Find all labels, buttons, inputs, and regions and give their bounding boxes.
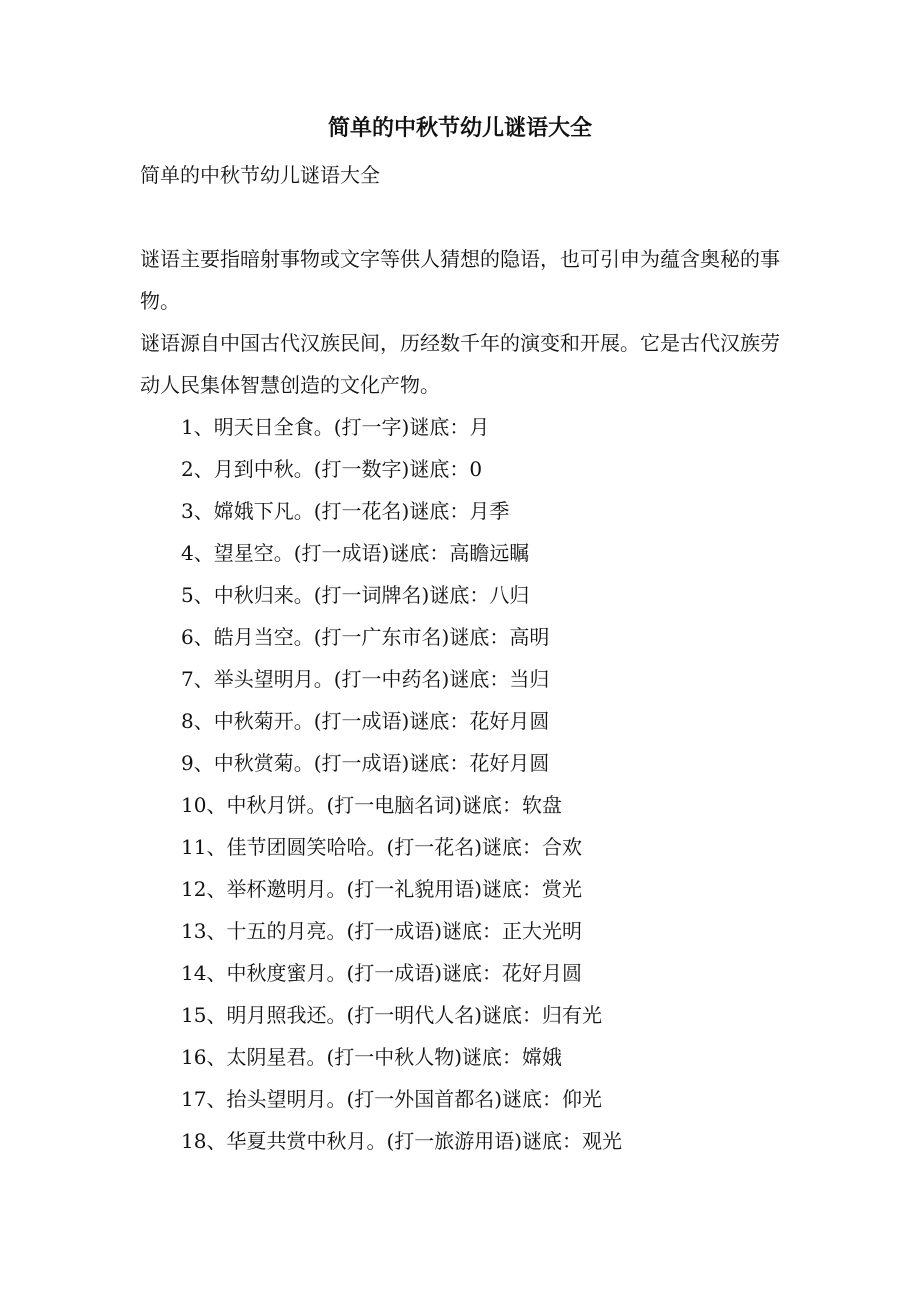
riddle-item: 3、嫦娥下凡。(打一花名)谜底：月季 (181, 499, 510, 523)
riddle-item: 6、皓月当空。(打一广东市名)谜底：高明 (181, 625, 550, 649)
intro-paragraph: 谜语源自中国古代汉族民间，历经数千年的演变和开展。它是古代汉族劳动人民集体智慧创造的文化产物。 (140, 331, 780, 397)
riddle-item: 1、明天日全食。(打一字)谜底：月 (181, 415, 490, 439)
intro-paragraph: 谜语主要指暗射事物或文字等供人猜想的隐语，也可引申为蕴含奥秘的事物。 (140, 247, 780, 313)
riddle-item: 18、华夏共赏中秋月。(打一旅游用语)谜底：观光 (181, 1129, 623, 1153)
riddle-item: 4、望星空。(打一成语)谜底：高瞻远瞩 (181, 541, 530, 565)
riddle-item: 8、中秋菊开。(打一成语)谜底：花好月圆 (181, 709, 550, 733)
intro-section (140, 238, 780, 406)
riddle-item: 5、中秋归来。(打一词牌名)谜底：八归 (181, 583, 530, 607)
riddle-item: 7、举头望明月。(打一中药名)谜底：当归 (181, 667, 550, 691)
riddle-item: 2、月到中秋。(打一数字)谜底：0 (181, 457, 483, 481)
riddle-item: 16、太阴星君。(打一中秋人物)谜底：嫦娥 (181, 1045, 563, 1069)
riddle-list (181, 406, 622, 1162)
riddle-item: 17、抬头望明月。(打一外国首都名)谜底：仰光 (181, 1087, 603, 1111)
document-subtitle: 简单的中秋节幼儿谜语大全 (140, 163, 380, 187)
page-title: 简单的中秋节幼儿谜语大全 (327, 115, 592, 141)
riddle-item: 9、中秋赏菊。(打一成语)谜底：花好月圆 (181, 751, 550, 775)
riddle-item: 11、佳节团圆笑哈哈。(打一花名)谜底：合欢 (181, 835, 583, 859)
riddle-item: 13、十五的月亮。(打一成语)谜底：正大光明 (181, 919, 583, 943)
riddle-item: 15、明月照我还。(打一明代人名)谜底：归有光 (181, 1003, 603, 1027)
riddle-item: 10、中秋月饼。(打一电脑名词)谜底：软盘 (181, 793, 563, 817)
riddle-item: 12、举杯邀明月。(打一礼貌用语)谜底：赏光 (181, 877, 583, 901)
riddle-item: 14、中秋度蜜月。(打一成语)谜底：花好月圆 (181, 961, 583, 985)
